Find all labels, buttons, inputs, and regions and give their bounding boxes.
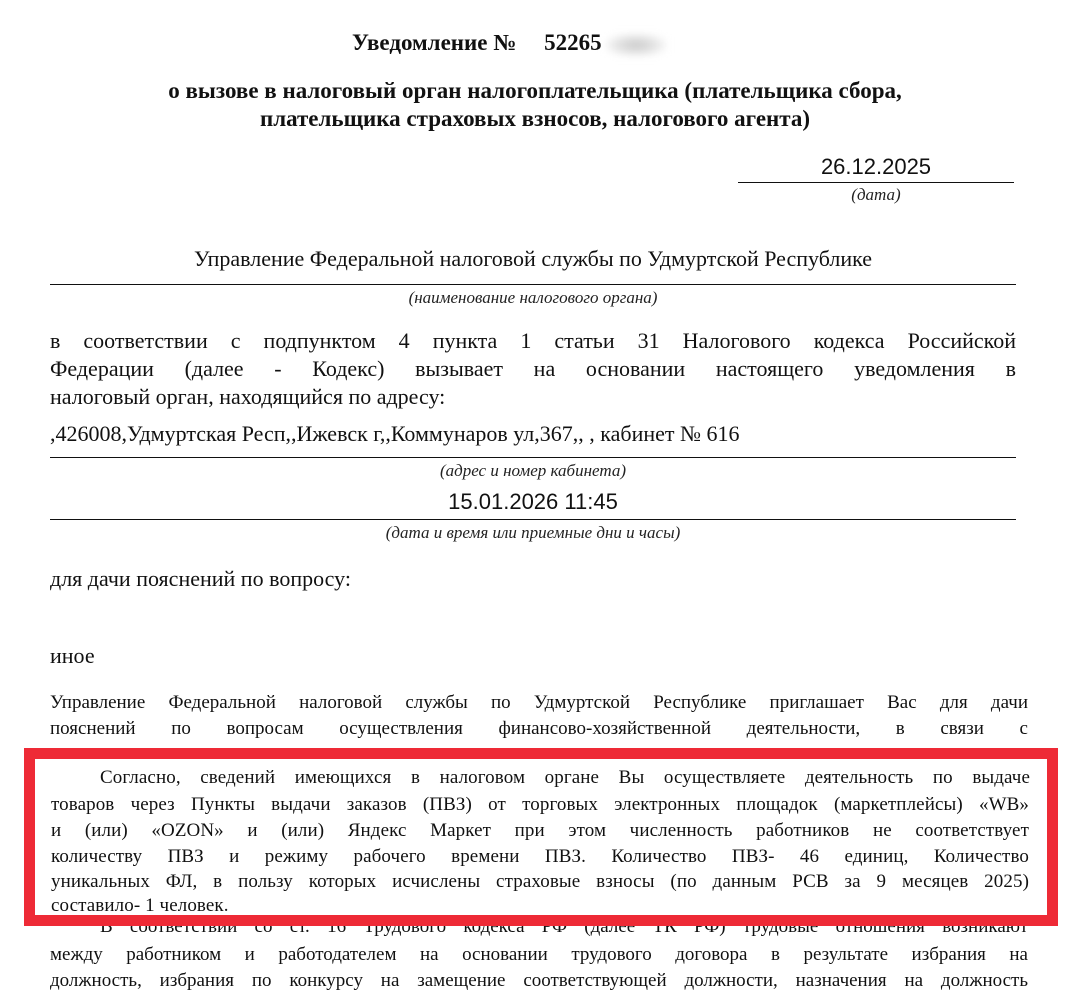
date-underline [738,182,1014,183]
notice-label: Уведомление № [352,30,517,55]
appointment-datetime: 15.01.2026 11:45 [448,489,618,514]
tail-line-2: между работником и работодателем на основании трудового договора в результате избрания на [50,944,1028,965]
highlight-line-2: товаров через Пункты выдачи заказов (ПВЗ) от торговых электронных площадок (маркетплейсы) «WB» [51,794,1029,815]
appointment-underline [50,519,1016,520]
intro-line-3: налоговый орган, находящийся по адресу: [50,384,446,409]
question-value: иное [50,643,95,668]
document-date: 26.12.2025 [820,154,932,179]
intro-line-1: в соответствии с подпунктом 4 пункта 1 статьи 31 Налогового кодекса Российской [50,328,1016,353]
invitation-line-2: пояснений по вопросам осуществления финансово-хозяйственной деятельности, в связи с [50,718,1028,739]
date-caption: (дата) [851,185,901,204]
notice-title [352,30,666,56]
redacted-blur [606,34,666,56]
appointment-caption: (дата и время или приемные дни и часы) [385,523,681,542]
notice-number: 52265 [544,30,602,55]
question-label: для дачи пояснений по вопросу: [50,566,351,591]
address-caption: (адрес и номер кабинета) [439,461,627,480]
tail-line-3: должность, избрания по конкурсу на замещение соответствующей должности, назначения на должность [50,970,1028,991]
intro-line-2: Федерации (далее - Кодекс) вызывает на основании настоящего уведомления в [50,356,1016,381]
notice-subtitle-line2: плательщика страховых взносов, налогового агента) [259,106,811,131]
notice-subtitle-line1: о вызове в налоговый орган налогоплательщика (плательщика сбора, [168,78,902,103]
invitation-line-1: Управление Федеральной налоговой службы по Удмуртской Республике приглашает Вас для дачи [50,692,1028,713]
authority-caption: (наименование налогового органа) [408,288,658,307]
address-underline [50,457,1016,458]
highlight-line-1: Согласно, сведений имеющихся в налоговом органе Вы осуществляете деятельность по выдаче [100,767,1030,788]
highlight-line-4: количеству ПВЗ и режиму рабочего времени ПВЗ. Количество ПВЗ- 46 единиц, Количество [51,846,1029,867]
tail-line-1: В соответствии со ст. 16 Трудового кодекса РФ (далее ТК РФ) трудовые отношения возникают [100,916,1028,937]
authority-underline [50,284,1016,285]
highlight-line-3: и (или) «OZON» и (или) Яндекс Маркет при этом численность работников не соответствует [51,820,1029,841]
address-value: ,426008,Удмуртская Респ,,Ижевск г,,Коммунаров ул,367,, , кабинет № 616 [50,421,740,446]
highlight-line-6: составило- 1 человек. [51,895,229,916]
authority-name: Управление Федеральной налоговой службы по Удмуртской Республике [193,246,873,271]
highlight-line-5: уникальных ФЛ, в пользу которых исчислены страховые взносы (по данным РСВ за 9 месяцев 2025) [51,871,1029,892]
